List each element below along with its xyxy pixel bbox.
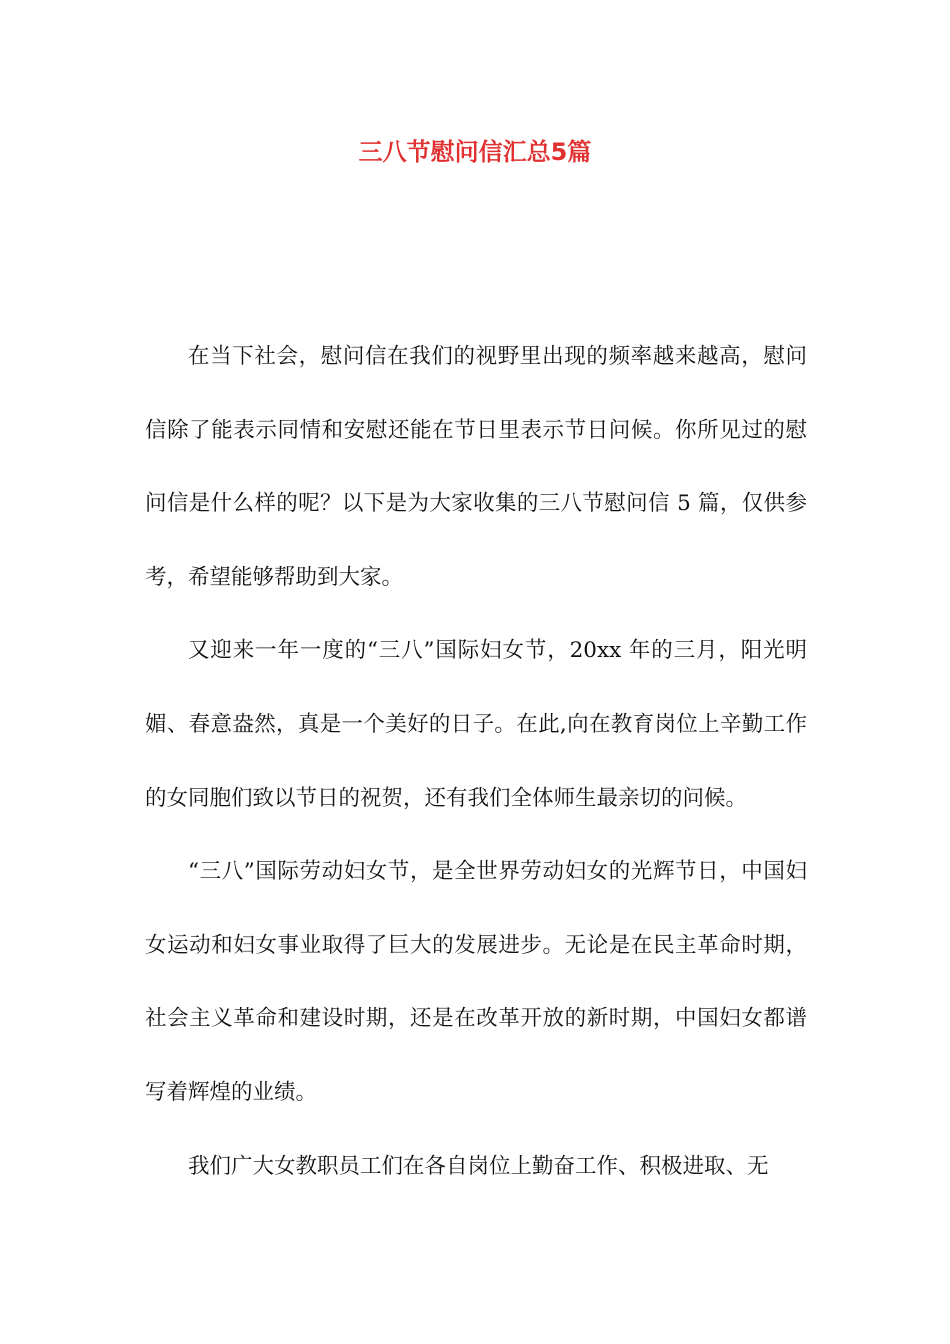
paragraph-4: 我们广大女教职员工们在各自岗位上勤奋工作、积极进取、无 bbox=[188, 1153, 769, 1179]
document-body bbox=[145, 320, 807, 1203]
document-title: 三八节慰问信汇总5篇 bbox=[358, 138, 592, 166]
paragraph-2: 又迎来一年一度的“三八”国际妇女节，20xx 年的三月，阳光明媚、春意盎然，真是一个美好的日子。在此,向在教育岗位上辛勤工作的女同胞们致以节日的祝贺，还有我们全体师生最亲切的问候。 bbox=[145, 638, 807, 811]
paragraph-3: “三八”国际劳动妇女节，是全世界劳动妇女的光辉节日，中国妇女运动和妇女事业取得了巨大的发展进步。无论是在民主革命时期，社会主义革命和建设时期，还是在改革开放的新时期，中国妇女都谱写着辉煌的业绩。 bbox=[145, 859, 807, 1105]
paragraph-1: 在当下社会，慰问信在我们的视野里出现的频率越来越高，慰问信除了能表示同情和安慰还能在节日里表示节日问候。你所见过的慰问信是什么样的呢？以下是为大家收集的三八节慰问信 5 篇，仅供参考，希望能够帮助到大家。 bbox=[145, 344, 807, 590]
